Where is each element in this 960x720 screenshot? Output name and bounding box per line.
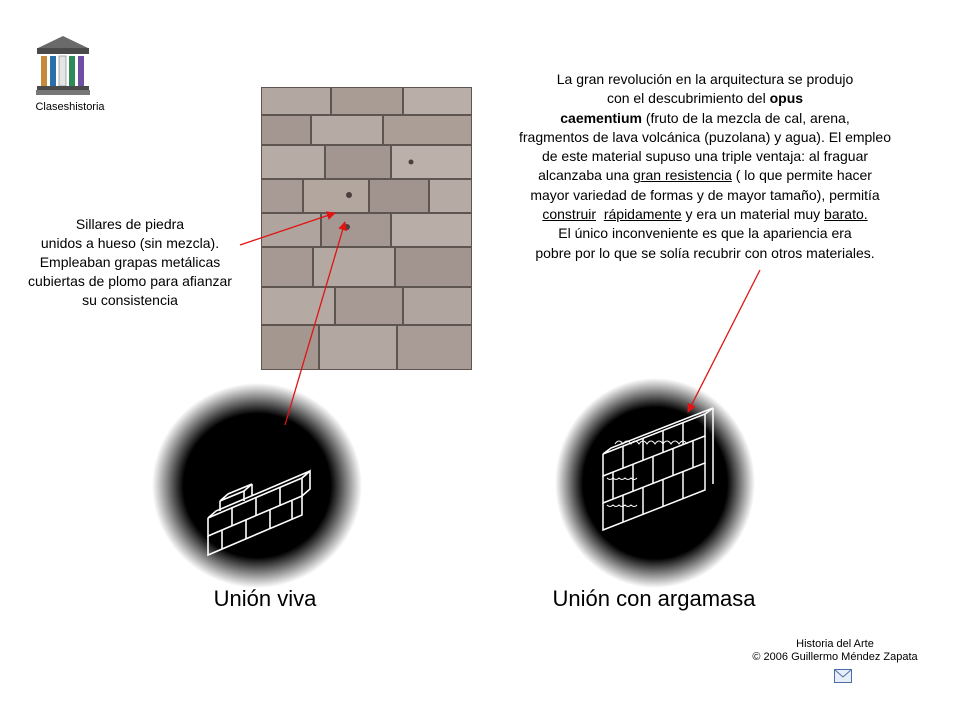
left-note-line: cubiertas de plomo para afianzar xyxy=(28,273,232,289)
mortar-masonry-diagram xyxy=(555,378,755,588)
left-note-line: Sillares de piedra xyxy=(75,216,185,232)
left-note xyxy=(8,215,252,310)
right-note-line: La gran revolución en la arquitectura se produjo xyxy=(556,71,854,87)
text-run: alcanzaba una xyxy=(538,167,634,184)
underlined-term: gran resistencia xyxy=(633,167,732,184)
bold-term: caementium xyxy=(560,109,642,126)
bold-term: opus xyxy=(769,90,804,107)
stone-wall-photo xyxy=(261,87,472,370)
text-run: y era un material muy xyxy=(681,206,825,223)
caption-union-argamasa: Unión con argamasa xyxy=(552,586,756,611)
dry-masonry-diagram xyxy=(152,383,362,588)
right-note-line: de este material supuso una triple ventaja: al fraguar xyxy=(541,148,869,165)
footer-course: Historia del Arte xyxy=(796,638,874,650)
right-note-line: mayor variedad de formas y de mayor tamaño), permitía xyxy=(530,186,880,203)
logo-caption: Claseshistoria xyxy=(35,101,105,113)
underlined-term: barato. xyxy=(824,206,868,223)
left-note-line: su consistencia xyxy=(82,292,178,308)
text-run: con el descubrimiento del xyxy=(606,90,770,107)
left-note-line: Empleaban grapas metálicas xyxy=(39,254,221,270)
text-run: (fruto de la mezcla de cal, arena, xyxy=(641,109,850,126)
right-note-line xyxy=(482,89,928,108)
footer-copyright: © 2006 Guillermo Méndez Zapata xyxy=(752,651,918,663)
right-note-line: fragmentos de lava volcánica (puzolana) y agua). El empleo xyxy=(519,128,891,145)
underlined-term: rápidamente xyxy=(603,206,682,223)
classical-temple-icon xyxy=(36,34,90,96)
right-note-line xyxy=(482,166,928,185)
right-note-line: El único inconveniente es que la apariencia era xyxy=(558,225,852,242)
right-note-line: pobre por lo que se solía recubrir con otros materiales. xyxy=(535,244,875,261)
right-note xyxy=(482,70,928,263)
envelope-icon[interactable] xyxy=(834,669,852,683)
left-note-line: unidos a hueso (sin mezcla). xyxy=(40,235,220,251)
caption-union-viva: Unión viva xyxy=(213,586,317,611)
text-run: ( lo que permite hacer xyxy=(731,167,872,184)
underlined-term: construir xyxy=(542,206,597,223)
right-note-line xyxy=(482,205,928,224)
right-note-line xyxy=(482,109,928,128)
